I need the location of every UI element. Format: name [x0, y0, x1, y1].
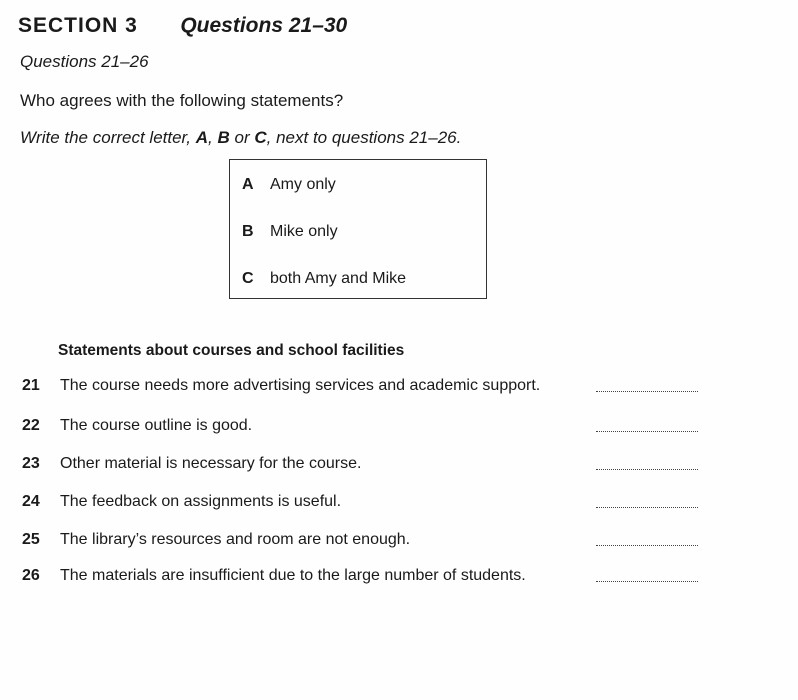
subsection-range: Questions 21–26 — [20, 52, 149, 71]
statement-row — [20, 417, 710, 439]
statement-number: 24 — [22, 493, 40, 510]
instruction-suffix: , next to questions 21–26. — [266, 128, 462, 147]
statement-row — [20, 377, 710, 399]
answer-blank[interactable] — [596, 507, 698, 508]
instruction-letter-b: B — [217, 128, 230, 147]
instruction-prefix: Write the correct letter, — [20, 128, 191, 147]
statement-text: The course outline is good. — [60, 417, 253, 434]
option-letter: B — [242, 223, 254, 240]
statement-text: The materials are insufficient due to the large number of students. — [60, 567, 526, 584]
answer-blank[interactable] — [596, 545, 698, 546]
option-letter: A — [242, 176, 254, 193]
statement-text: Other material is necessary for the course. — [60, 455, 362, 472]
statement-text: The feedback on assignments is useful. — [60, 493, 342, 510]
instruction-letter-c: C — [254, 128, 267, 147]
option-a — [242, 176, 336, 194]
option-b — [242, 223, 338, 241]
statement-number: 21 — [22, 377, 40, 394]
statement-number: 25 — [22, 531, 40, 548]
option-text: Mike only — [270, 223, 338, 240]
question-prompt: Who agrees with the following statements? — [20, 91, 344, 110]
section-label: SECTION 3 — [18, 14, 138, 37]
statements-title: Statements about courses and school facilities — [58, 342, 405, 359]
statement-row — [20, 455, 710, 477]
statement-number: 22 — [22, 417, 40, 434]
instruction-letter-a: A — [195, 128, 209, 147]
instruction-separator: , — [208, 128, 213, 147]
answer-blank[interactable] — [596, 469, 698, 470]
statement-text: The course needs more advertising services and academic support. — [60, 377, 541, 394]
answer-blank[interactable] — [596, 581, 698, 582]
option-letter: C — [242, 270, 254, 287]
section-heading — [18, 14, 347, 38]
answer-blank[interactable] — [596, 391, 698, 392]
statement-text: The library’s resources and room are not enough. — [60, 531, 411, 548]
instruction-or: or — [234, 128, 250, 147]
option-text: both Amy and Mike — [270, 270, 407, 287]
option-text: Amy only — [270, 176, 336, 193]
statement-number: 26 — [22, 567, 40, 584]
option-c — [242, 270, 406, 288]
options-box — [229, 159, 487, 299]
section-question-range: Questions 21–30 — [180, 14, 348, 37]
answer-blank[interactable] — [596, 431, 698, 432]
statement-row — [20, 531, 710, 553]
statement-row — [20, 493, 710, 515]
statement-row — [20, 567, 710, 589]
statement-number: 23 — [22, 455, 40, 472]
instruction-text — [20, 128, 461, 148]
